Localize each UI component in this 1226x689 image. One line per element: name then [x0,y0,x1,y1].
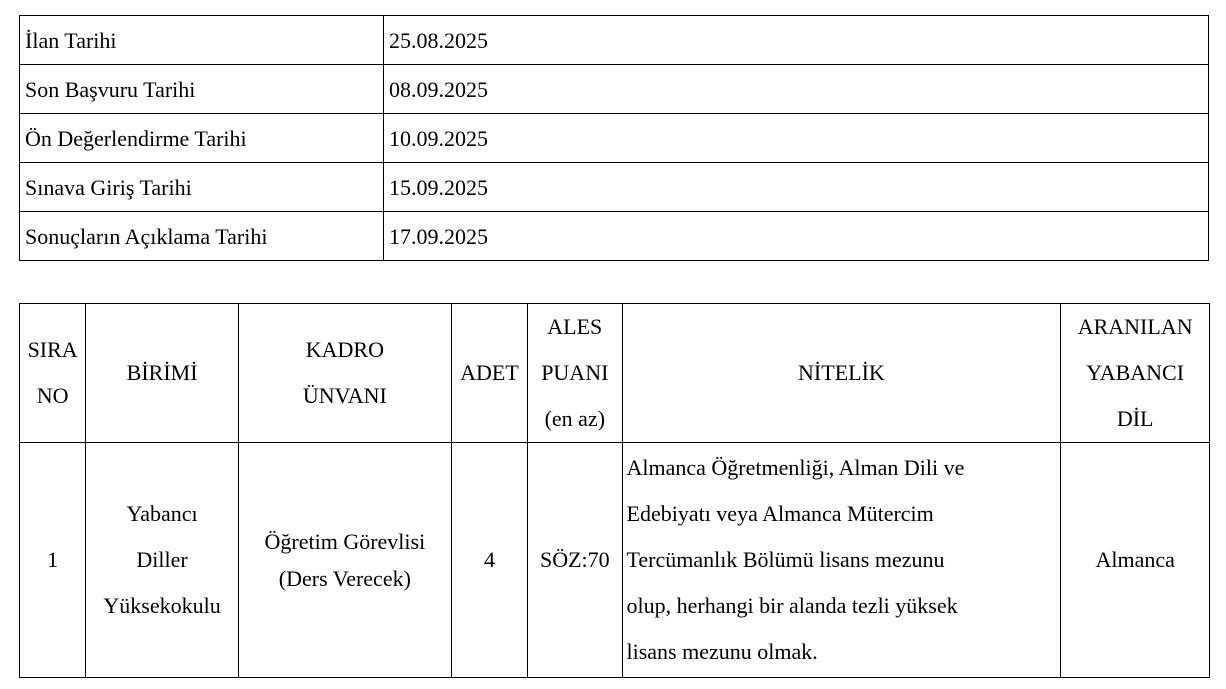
date-value: 17.09.2025 [384,212,1209,261]
cell-unvan-line: (Ders Verecek) [278,566,411,591]
header-dil-line: DİL [1116,406,1154,431]
header-no-line: NO [36,383,69,408]
cell-unvan-line: Öğretim Görevlisi [264,529,426,554]
cell-yabanci-dil: Almanca [1061,443,1210,678]
header-yabanci-dil [1061,304,1210,443]
cell-birim [86,443,239,678]
date-row [20,114,1209,163]
header-en-az-line: (en az) [544,406,606,431]
cell-birim-line: Yabancı [126,501,198,526]
date-label: İlan Tarihi [20,16,384,65]
header-aranilan-line: ARANILAN [1077,314,1193,339]
date-value: 08.09.2025 [384,65,1209,114]
cell-nitelik-line: Edebiyatı veya Almanca Mütercim [626,501,934,526]
date-label: Son Başvuru Tarihi [20,65,384,114]
position-table [19,303,1210,678]
cell-nitelik-line: Tercümanlık Bölümü lisans mezunu [626,547,945,572]
date-row [20,65,1209,114]
date-row [20,212,1209,261]
header-sira-no [20,304,86,443]
date-value: 25.08.2025 [384,16,1209,65]
date-row [20,163,1209,212]
cell-adet: 4 [451,443,527,678]
header-row [20,304,1210,443]
dates-table [19,15,1209,261]
date-label: Sonuçların Açıklama Tarihi [20,212,384,261]
date-row [20,16,1209,65]
cell-kadro-unvani [238,443,451,678]
header-unvani-line: ÜNVANI [302,383,387,408]
header-sira-line: SIRA [27,337,78,362]
cell-nitelik-line: Almanca Öğretmenliği, Alman Dili ve [626,455,965,480]
cell-sira-no: 1 [20,443,86,678]
cell-ales-puani: SÖZ:70 [528,443,622,678]
cell-birim-line: Diller [136,547,188,572]
cell-nitelik-line: olup, herhangi bir alanda tezli yüksek [626,593,958,618]
date-label: Ön Değerlendirme Tarihi [20,114,384,163]
cell-nitelik [622,443,1061,678]
header-adet: ADET [451,304,527,443]
cell-nitelik-line: lisans mezunu olmak. [626,639,818,664]
table-row [20,443,1210,678]
date-value: 10.09.2025 [384,114,1209,163]
header-birim: BİRİMİ [86,304,239,443]
header-kadro-line: KADRO [305,337,384,362]
header-kadro-unvani [238,304,451,443]
header-puani-line: PUANI [541,360,609,385]
header-ales-line: ALES [547,314,603,339]
header-ales-puani [528,304,622,443]
cell-birim-line: Yüksekokulu [103,593,221,618]
date-label: Sınava Giriş Tarihi [20,163,384,212]
date-value: 15.09.2025 [384,163,1209,212]
header-nitelik: NİTELİK [622,304,1061,443]
header-yabanci-line: YABANCI [1086,360,1185,385]
